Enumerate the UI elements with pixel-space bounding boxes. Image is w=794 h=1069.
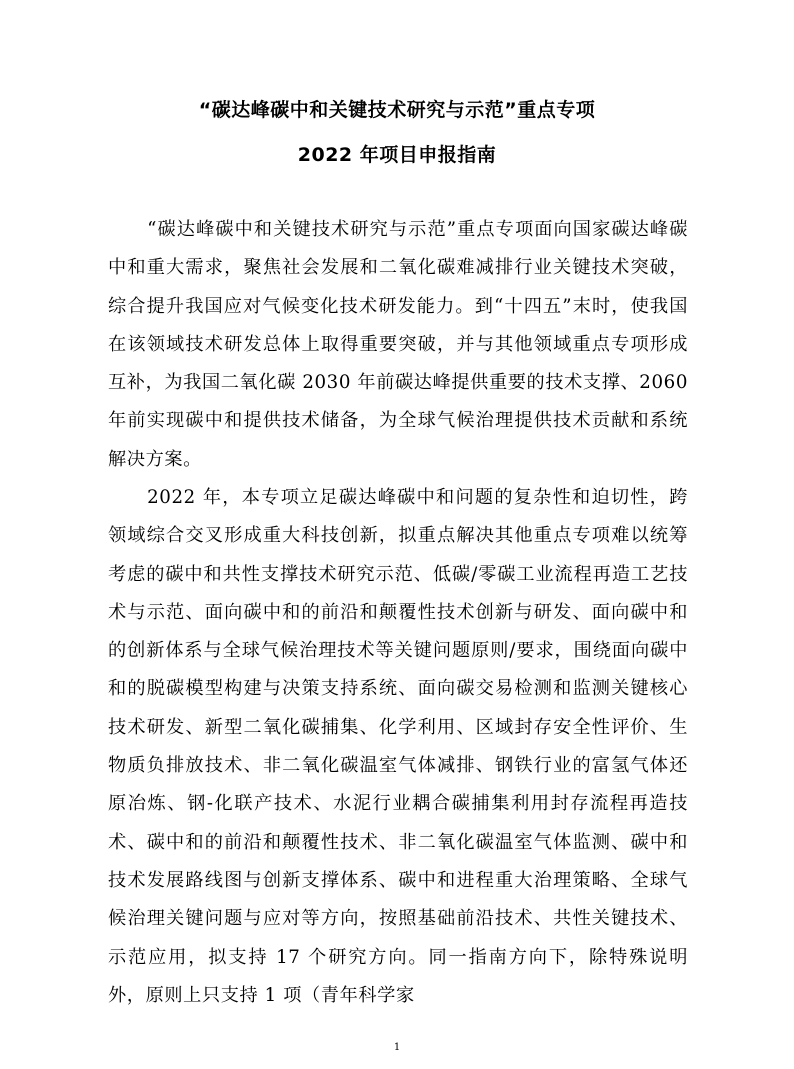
body-paragraph: 2022 年，本专项立足碳达峰碳中和问题的复杂性和迫切性，跨领域综合交叉形成重大科技创新，拟重点解决其他重点专项难以统筹考虑的碳中和共性支撑技术研究示范、低碳/零碳工业流程再造工艺技术与示范、面向碳中和的前沿和颠覆性技术创新与研发、面向碳中和的创新体系与全球气候治理技术等关键问题原则/要求，围绕面向碳中和的脱碳模型构建与决策支持系统、面向碳交易检测和监测关键核心技术研发、新型二氧化碳捕集、化学利用、区域封存安全性评价、生物质负排放技术、非二氧化碳温室气体减排、钢铁行业的富氢气体还原冶炼、钢-化联产技术、水泥行业耦合碳捕集利用封存流程再造技术、碳中和的前沿和颠覆性技术、非二氧化碳温室气体监测、碳中和技术发展路线图与创新支撑体系、碳中和进程重大治理策略、全球气候治理关键问题与应对等方向，按照基础前沿技术、共性关键技术、示范应用，拟支持 17 个研究方向。同一指南方向下，除特殊说明外，原则上只支持 1 项（青年科学家 xyxy=(108,487,688,1006)
body-paragraph: “碳达峰碳中和关键技术研究与示范”重点专项面向国家碳达峰碳中和重大需求，聚焦社会发展和二氧化碳难减排行业关键技术突破，综合提升我国应对气候变化技术研发能力。到“十四五”末时，使我国在该领域技术研发总体上取得重要突破，并与其他领域重点专项形成互补，为我国二氧化碳 2030 年前碳达峰提供重要的技术支撑、2060 年前实现碳中和提供技术储备，为全球气候治理提供技术贡献和系统解决方案。 xyxy=(108,219,688,470)
body-paragraph-1-container xyxy=(108,211,688,479)
document-title-line-2: 2022 年项目申报指南 xyxy=(297,144,497,166)
page-number: 1 xyxy=(393,1042,401,1053)
document-title-line-1: “碳达峰碳中和关键技术研究与示范”重点专项 xyxy=(198,99,596,121)
body-paragraph-2-container xyxy=(108,479,688,1015)
